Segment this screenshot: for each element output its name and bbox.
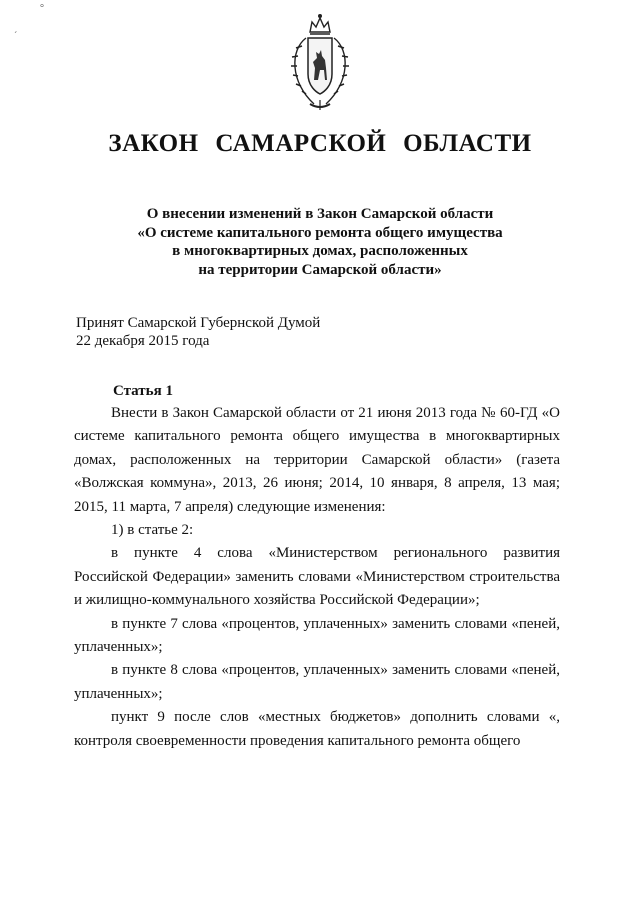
law-subtitle-line: на территории Самарской области» xyxy=(198,261,442,278)
adoption-note-line: Принят Самарской Губернской Думой xyxy=(76,315,321,331)
body-paragraph: в пункте 7 слова «процентов, уплаченных» заменить словами «пеней, уплаченных»; xyxy=(74,615,560,656)
body-paragraph: пункт 9 после слов «местных бюджетов» дополнить словами «, контроля своевременности проведения капитального ремонта общего xyxy=(74,709,560,749)
adoption-note-line: 22 декабря 2015 года xyxy=(76,333,210,349)
coat-of-arms-emblem xyxy=(284,10,356,114)
law-subtitle-line: в многоквартирных домах, расположенных xyxy=(172,243,468,259)
article-heading: Статья 1 xyxy=(113,383,173,399)
scan-speck: ˊ xyxy=(14,31,18,42)
body-paragraph: в пункте 4 слова «Министерством регионального развития Российской Федерации» заменить словами «Министерством строительства и жилищно-коммунального хозяйства Российской Федерации»; xyxy=(74,545,560,609)
law-title: ЗАКОН САМАРСКОЙ ОБЛАСТИ xyxy=(108,130,532,157)
scan-speck: ° xyxy=(40,3,44,14)
body-paragraph: 1) в статье 2: xyxy=(111,522,194,539)
body-paragraph: Внести в Закон Самарской области от 21 июня 2013 года № 60-ГД «О системе капитального ремонта общего имущества в многоквартирных домах, расположенных на территории Самарской области» (газета «Волжская коммуна», 2013, 26 июня; 2014, 10 января, 8 апреля, 13 мая; 2015, 11 марта, 7 апреля) следующие изменения: xyxy=(74,405,560,515)
body-paragraph: в пункте 8 слова «процентов, уплаченных» заменить словами «пеней, уплаченных»; xyxy=(74,662,560,702)
article-body xyxy=(74,402,560,753)
adoption-note xyxy=(76,314,320,350)
law-subtitle-line: О внесении изменений в Закон Самарской области xyxy=(146,206,494,222)
law-subtitle-line: «О системе капитального ремонта общего имущества xyxy=(137,224,503,241)
law-subtitle xyxy=(0,205,640,279)
